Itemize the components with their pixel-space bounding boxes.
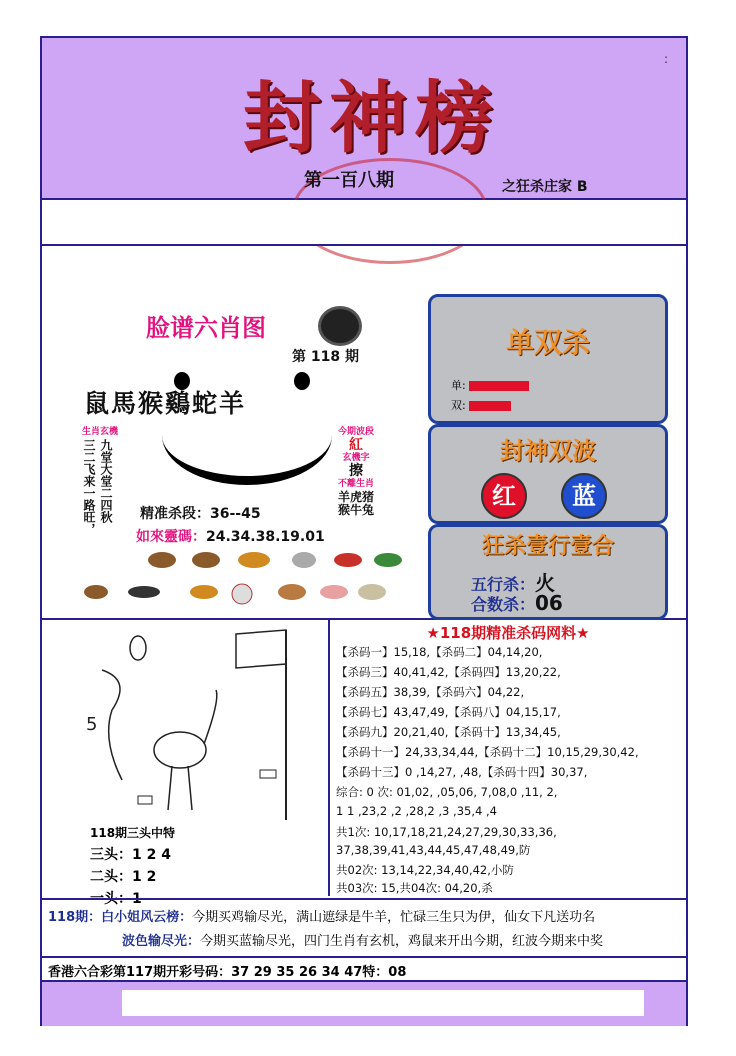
- two-head-row: [90, 866, 171, 888]
- footer-line-1-text: 今期买鸡输尽光，满山遮绿是牛羊，忙碌三生只为伊，仙女下凡送功名: [192, 910, 596, 925]
- row-value: 1 2: [132, 869, 157, 885]
- kill-range: [140, 503, 261, 523]
- zodiac-hint-value: 羊虎猪猴牛兔: [337, 490, 374, 517]
- row-label: 一头：: [90, 891, 132, 907]
- single-row: [451, 377, 529, 393]
- lock-icon: [318, 306, 362, 346]
- left-hint-column: [82, 426, 126, 535]
- row-value: 1: [132, 891, 142, 907]
- result-bar: [42, 956, 686, 982]
- draw-result: 香港六合彩第117期开彩号码：37 29 35 26 34 47特：08: [48, 965, 407, 980]
- row-label: 二头：: [90, 869, 132, 885]
- kill-code-line: 共02次: 13,14,22,34,40,42,小防: [336, 863, 514, 877]
- char-hint-value: 擦: [349, 463, 363, 479]
- heshu-row: [471, 591, 563, 615]
- animal-icon: [190, 585, 218, 599]
- animal-icon: [148, 552, 176, 568]
- prediction-footer: [42, 898, 686, 958]
- kill-code-line: 37,38,39,41,43,44,45,47,48,49,防: [336, 843, 531, 857]
- header-dots: :: [663, 52, 668, 66]
- kill-code-line: 【杀码十一】24,33,34,44,【杀码十二】10,15,29,30,42,: [336, 745, 639, 759]
- bottom-banner: [42, 980, 686, 1026]
- heshu-value: 06: [535, 591, 563, 615]
- wave-box: [428, 424, 668, 524]
- animal-icon: [84, 585, 108, 599]
- kill-codes-title: ★118期精准杀码网料★: [426, 624, 590, 642]
- lower-section: [42, 620, 686, 907]
- animal-icon: [278, 584, 306, 600]
- left-hint-text-2: 九堂大堂二四秋: [99, 439, 113, 523]
- animal-icon: [320, 585, 348, 599]
- left-hint-text-1: 三二飞来一路旺，: [82, 439, 96, 535]
- right-hint-column: [334, 426, 378, 517]
- wave-hint-head: 今期波段: [337, 427, 374, 437]
- face-chart-issue: 第 118 期: [292, 349, 359, 365]
- bottom-blank-box: [122, 990, 644, 1016]
- period-label: 第一百八期: [304, 170, 394, 191]
- left-hint-head: 生肖玄機: [82, 427, 119, 437]
- kill-code-line: 【杀码五】38,39,【杀码六】04,22,: [336, 685, 525, 699]
- animal-icon: [358, 584, 386, 600]
- double-row: [451, 397, 511, 413]
- double-label: 双:: [451, 399, 466, 412]
- lucky-numbers-label: 如來靈碼：: [136, 529, 206, 545]
- wuxing-label: 五行杀：: [471, 575, 536, 594]
- svg-text:5: 5: [86, 714, 98, 735]
- single-bar: [469, 381, 529, 391]
- riddle-drawing: [42, 620, 328, 820]
- three-head-row: [90, 844, 171, 866]
- animal-icon: [232, 584, 252, 604]
- footer-line-1-label: 118期：白小姐风云榜：: [48, 910, 193, 925]
- wuxing-value: 火: [535, 571, 556, 595]
- row-label: 三头：: [90, 847, 132, 863]
- lucky-numbers-value: 24.34.38.19.01: [206, 529, 325, 545]
- face-chart-title: 脸谱六肖图: [146, 314, 266, 342]
- blue-wave-ball: 蓝: [561, 473, 607, 519]
- animal-icon: [374, 553, 402, 567]
- animal-icon: [292, 552, 316, 568]
- kill-code-line: 1 1 ,23,2 ,2 ,28,2 ,3 ,35,4 ,4: [336, 804, 497, 818]
- double-bar: [469, 401, 511, 411]
- wave-title: 封神双波: [500, 437, 596, 465]
- zodiac-hint-head: 不離生肖: [337, 479, 374, 489]
- kill-code-line: 综合: 0 次: 01,02, ,05,06, 7,08,0 ,11, 2,: [336, 785, 558, 799]
- kill-code-line: 共03次: 15,共04次: 04,20,杀: [336, 881, 493, 895]
- three-head-panel: [42, 620, 330, 907]
- animal-illustrations: [82, 546, 412, 616]
- footer-line-2-label: 波色输尽光：: [122, 934, 201, 949]
- header-banner: [42, 38, 686, 200]
- animal-icon: [192, 552, 220, 568]
- footer-line-2: [122, 930, 603, 949]
- animal-icon: [334, 553, 362, 567]
- three-head-title: 118期三头中特: [90, 826, 176, 840]
- kill-code-line: 【杀码一】15,18,【杀码二】04,14,20,: [336, 645, 543, 659]
- kill-code-line: 【杀码九】20,21,40,【杀码十】13,34,45,: [336, 725, 561, 739]
- single-double-title: 单双杀: [505, 326, 590, 359]
- kill-range-label: 精准杀段：: [140, 506, 210, 522]
- row-value: 1 2 4: [132, 847, 171, 863]
- kill-codes-panel: [330, 620, 686, 896]
- kill-code-line: 共1次: 10,17,18,21,24,27,29,30,33,36,: [336, 825, 557, 839]
- kill-code-line: 【杀码十三】0 ,14,27, ,48,【杀码十四】30,37,: [336, 765, 588, 779]
- animal-icon: [128, 586, 160, 598]
- wave-hint-value: 紅: [349, 437, 363, 453]
- single-double-box: [428, 294, 668, 424]
- kill-range-value: 36--45: [210, 506, 261, 522]
- page-frame: [40, 36, 688, 1026]
- char-hint-head: 玄機字: [342, 453, 370, 463]
- single-label: 单:: [451, 379, 466, 392]
- middle-section: [42, 246, 686, 620]
- header-subtitle: 之狂杀庄家 B: [502, 179, 588, 195]
- animal-row: 鼠馬猴鷄蛇羊: [84, 389, 247, 418]
- kill-code-line: 【杀码七】43,47,49,【杀码八】04,15,17,: [336, 705, 561, 719]
- heshu-label: 合数杀：: [471, 595, 536, 614]
- blank-strip: [42, 200, 686, 246]
- red-wave-ball: 红: [481, 473, 527, 519]
- kill-element-title: 狂杀壹行壹合: [481, 534, 614, 559]
- smile-icon: [162, 386, 332, 485]
- footer-line-2-text: 今期买蓝输尽光，四门生肖有玄机，鸡鼠来开出今期，红波今期来中奖: [200, 934, 604, 949]
- animal-icon: [238, 552, 270, 568]
- kill-element-box: [428, 524, 668, 620]
- footer-line-1: [48, 906, 595, 925]
- kill-code-line: 【杀码三】40,41,42,【杀码四】13,20,22,: [336, 665, 561, 679]
- page-title: 封神榜: [242, 73, 501, 164]
- lucky-numbers: [136, 526, 325, 546]
